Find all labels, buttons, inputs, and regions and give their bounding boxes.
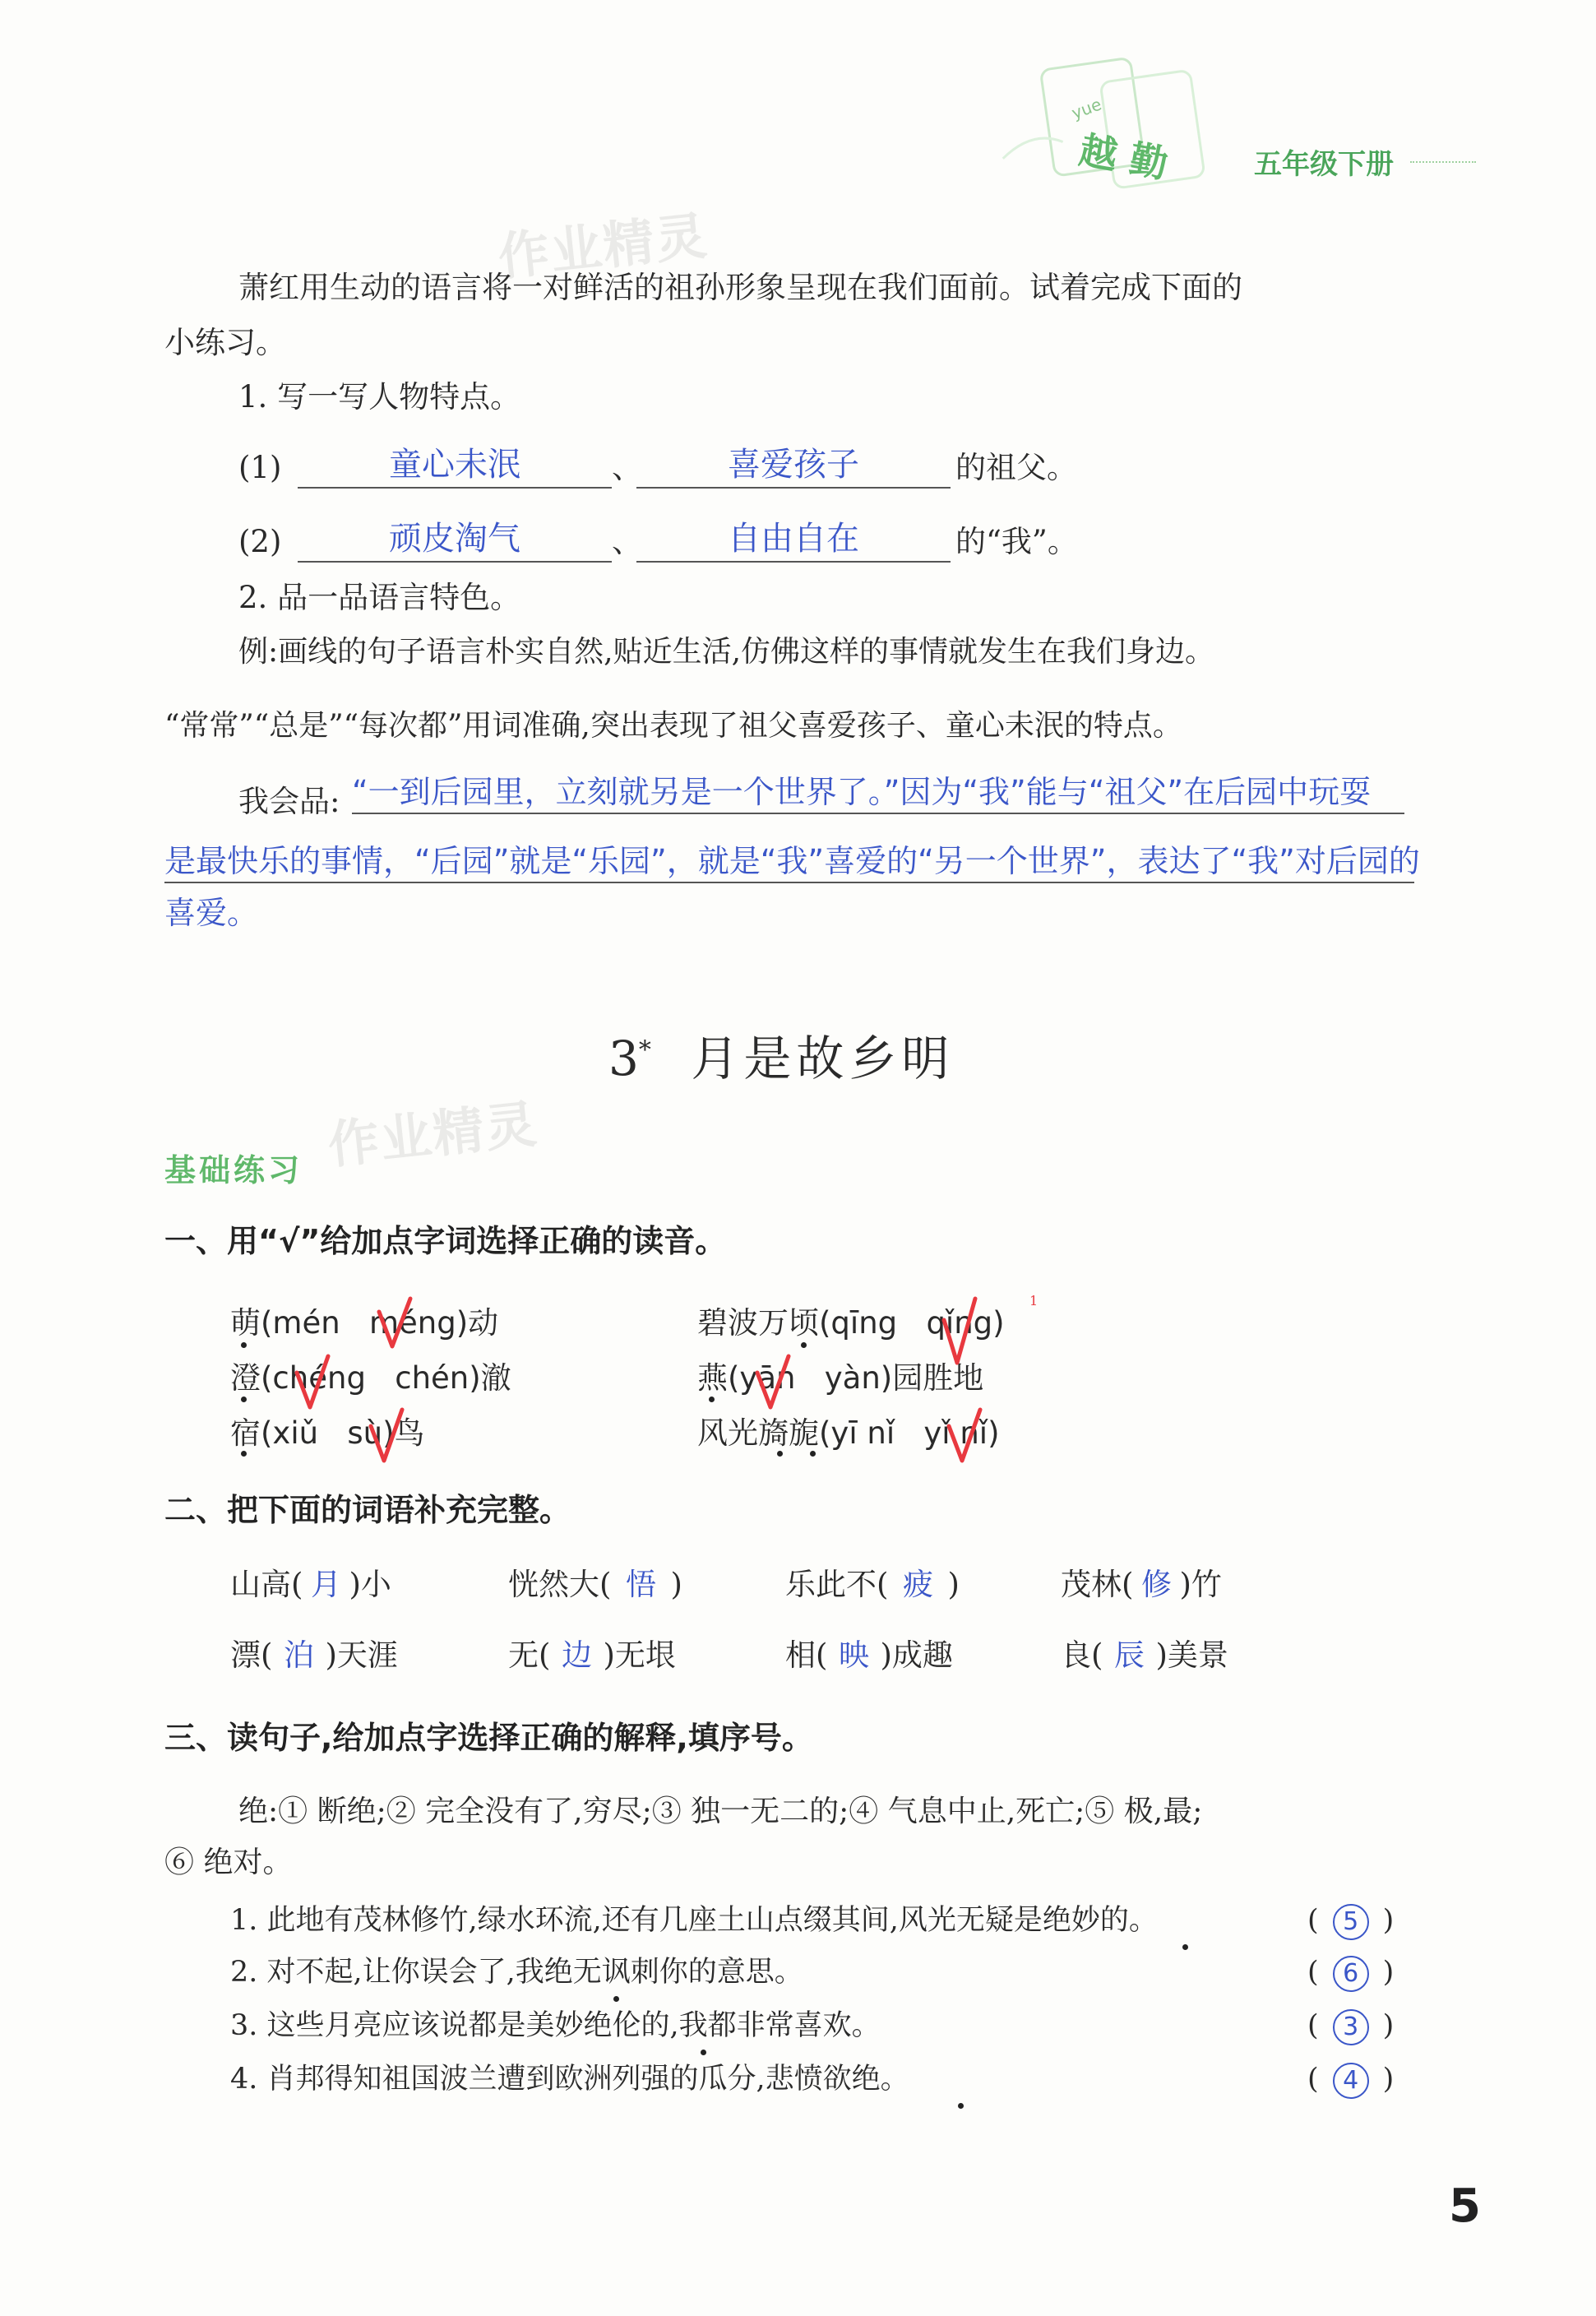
answer-blank: 自由自在 <box>636 518 951 563</box>
pinyin-option-b[interactable]: yǐ nǐ) <box>923 1415 1000 1451</box>
intro-line-1: 萧红用生动的语言将一对鲜活的祖孙形象呈现在我们面前。试着完成下面的 <box>238 270 1242 305</box>
example-line-2: “常常”“总是”“每次都”用词准确,突出表现了祖父喜爱孩子、童心未泯的特点。 <box>164 709 1182 743</box>
idiom-suffix: )无垠 <box>603 1637 676 1673</box>
lesson-title <box>608 1020 954 1089</box>
idiom-prefix: 良( <box>1061 1637 1103 1673</box>
idiom-answer: 疲 <box>902 1567 933 1602</box>
paren-open: ( <box>1307 2009 1319 2042</box>
check-mark-icon <box>939 1295 980 1369</box>
answer-blank: 顽皮淘气 <box>298 518 612 563</box>
answer-circled-number: 4 <box>1333 2063 1369 2099</box>
separator: 、 <box>612 524 642 559</box>
q1-row <box>238 518 1078 563</box>
lesson-star: * <box>638 1035 651 1065</box>
answer-paren <box>1307 1900 1394 1941</box>
paren-close: ) <box>1382 1956 1395 1989</box>
definition-line-1: 绝:① 断绝;② 完全没有了,穷尽;③ 独一无二的;④ 气息中止,死亡;⑤ 极,最; <box>238 1795 1203 1828</box>
logo-text: 越 勤 <box>1076 127 1172 187</box>
answer-paren <box>1307 2005 1394 2046</box>
idiom-suffix: )小 <box>349 1567 391 1602</box>
header-dotted-line <box>1410 161 1476 163</box>
q1-row <box>238 444 1077 489</box>
paren-close: ) <box>1382 2009 1395 2042</box>
idiom-item <box>508 1564 682 1605</box>
idiom-answer: 映 <box>838 1637 869 1673</box>
idiom-prefix: 相( <box>785 1637 828 1673</box>
sentence-item: 4. 肖邦得知祖国波兰遭到欧洲列强的瓜分,悲愤欲绝。 <box>230 2063 909 2096</box>
sentence-item: 2. 对不起,让你误会了,我绝无讽刺你的意思。 <box>230 1956 803 1989</box>
pinyin-option-a[interactable]: 风光旖旎(yī nǐ <box>697 1415 895 1451</box>
pinyin-option-b[interactable]: sù)鸟 <box>347 1415 425 1451</box>
answer-circled-number: 3 <box>1333 2009 1369 2045</box>
idiom-item <box>1061 1635 1228 1676</box>
separator: 、 <box>612 450 642 485</box>
pinyin-item <box>230 1298 498 1342</box>
sentence-item: 3. 这些月亮应该说都是美妙绝伦的,我都非常喜欢。 <box>230 2009 881 2042</box>
my-answer-line-1: “一到后园里，立刻就另是一个世界了。”因为“我”能与“祖父”在后园中玩耍 <box>352 771 1404 814</box>
answer-paren <box>1307 2059 1394 2100</box>
my-label: 我会品: <box>238 784 340 819</box>
emphasis-dot <box>241 1451 247 1457</box>
q1-row-tail: 的祖父。 <box>955 450 1077 485</box>
my-answer-line-3: 喜爱。 <box>164 895 259 931</box>
emphasis-dot <box>777 1451 783 1457</box>
emphasis-dot <box>958 2103 964 2109</box>
header-logo <box>983 45 1229 201</box>
emphasis-dot <box>1182 1944 1188 1950</box>
idiom-answer: 悟 <box>625 1567 656 1602</box>
section-label: 基础练习 <box>164 1152 303 1188</box>
pinyin-option-b[interactable]: chén)澈 <box>395 1360 511 1396</box>
check-mark-icon <box>752 1353 793 1415</box>
idiom-prefix: 山高( <box>230 1567 303 1602</box>
part2-title: 二、把下面的词语补充完整。 <box>164 1492 571 1528</box>
answer-circled-number: 6 <box>1333 1956 1369 1992</box>
lesson-number: 3 <box>608 1031 639 1086</box>
emphasis-dot <box>801 1342 807 1348</box>
idiom-answer: 泊 <box>283 1637 314 1673</box>
pinyin-option-a[interactable]: 宿(xiǔ <box>230 1415 319 1451</box>
pinyin-option-b[interactable]: méng)动 <box>369 1305 499 1341</box>
answer-blank: 喜爱孩子 <box>636 444 951 489</box>
answer-circled-number: 5 <box>1333 1904 1369 1940</box>
idiom-prefix: 无( <box>508 1637 551 1673</box>
intro-line-2: 小练习。 <box>164 325 286 360</box>
paren-open: ( <box>1307 2063 1319 2096</box>
q2-title: 2. 品一品语言特色。 <box>238 580 521 615</box>
check-mark-icon <box>366 1406 407 1468</box>
watermark: 作业精灵 <box>495 205 711 288</box>
idiom-item <box>230 1635 398 1676</box>
q1-row-number: (2) <box>238 524 282 559</box>
idiom-prefix: 恍然大( <box>508 1567 612 1602</box>
emphasis-dot <box>709 1397 715 1402</box>
idiom-suffix: ) <box>947 1567 960 1602</box>
idiom-prefix: 漂( <box>230 1637 273 1673</box>
idiom-prefix: 乐此不( <box>785 1567 889 1602</box>
answer-blank: 童心未泯 <box>298 444 612 489</box>
q1-row-tail: 的“我”。 <box>955 524 1078 559</box>
example-line-1: 例:画线的句子语言朴实自然,贴近生活,仿佛这样的事情就发生在我们身边。 <box>238 635 1215 669</box>
idiom-item <box>785 1564 960 1605</box>
idiom-item <box>1061 1564 1222 1605</box>
q1-row-number: (1) <box>238 450 282 485</box>
definition-line-2: ⑥ 绝对。 <box>164 1846 293 1879</box>
emphasis-dot <box>701 2050 706 2055</box>
idiom-answer: 修 <box>1140 1567 1172 1602</box>
idiom-item <box>785 1635 953 1676</box>
idiom-suffix: )美景 <box>1155 1637 1228 1673</box>
watermark: 作业精灵 <box>325 1093 541 1176</box>
pinyin-option-a[interactable]: 澄(chéng <box>230 1360 366 1396</box>
check-mark-icon <box>292 1353 333 1415</box>
pinyin-option-a[interactable]: 萌(mén <box>230 1305 340 1341</box>
pinyin-option-a[interactable]: 碧波万顷(qīng <box>697 1305 898 1341</box>
my-answer-line-2: 是最快乐的事情，“后园”就是“乐园”，就是“我”喜爱的“另一个世界”，表达了“我”对后园的 <box>164 841 1414 883</box>
idiom-suffix: )成趣 <box>880 1637 953 1673</box>
emphasis-dot <box>241 1397 247 1402</box>
margin-note: 1 <box>1029 1293 1039 1309</box>
part3-title: 三、读句子,给加点字选择正确的解释,填序号。 <box>164 1720 813 1756</box>
lesson-name: 月是故乡明 <box>691 1031 955 1086</box>
paren-close: ) <box>1382 2063 1395 2096</box>
idiom-item <box>508 1635 676 1676</box>
answer-paren <box>1307 1952 1394 1993</box>
check-mark-icon <box>374 1295 415 1353</box>
paren-close: ) <box>1382 1904 1395 1937</box>
sentence-item: 1. 此地有茂林修竹,绿水环流,还有几座土山点缀其间,风光无疑是绝妙的。 <box>230 1904 1158 1937</box>
emphasis-dot <box>810 1451 816 1457</box>
pinyin-option-b[interactable]: qǐng) <box>926 1305 1005 1341</box>
idiom-suffix: )竹 <box>1179 1567 1222 1602</box>
q1-title: 1. 写一写人物特点。 <box>238 379 521 415</box>
logo-pinyin: yue <box>1069 94 1104 123</box>
page-number: 5 <box>1449 2179 1481 2233</box>
pinyin-item <box>230 1353 511 1397</box>
idiom-answer: 边 <box>561 1637 592 1673</box>
idiom-answer: 月 <box>310 1567 341 1602</box>
pinyin-option-a[interactable]: 燕(yān <box>697 1360 796 1396</box>
idiom-prefix: 茂林( <box>1061 1567 1134 1602</box>
check-mark-icon <box>944 1406 985 1468</box>
pinyin-option-b[interactable]: yàn)园胜地 <box>824 1360 984 1396</box>
idiom-answer: 辰 <box>1113 1637 1145 1673</box>
emphasis-dot <box>241 1342 247 1348</box>
idiom-item <box>230 1564 391 1605</box>
paren-open: ( <box>1307 1956 1319 1989</box>
grade-label: 五年级下册 <box>1254 148 1394 181</box>
emphasis-dot <box>613 1996 619 2002</box>
idiom-suffix: )天涯 <box>325 1637 398 1673</box>
part1-title: 一、用“√”给加点字词选择正确的读音。 <box>164 1223 727 1259</box>
idiom-suffix: ) <box>670 1567 682 1602</box>
paren-open: ( <box>1307 1904 1319 1937</box>
